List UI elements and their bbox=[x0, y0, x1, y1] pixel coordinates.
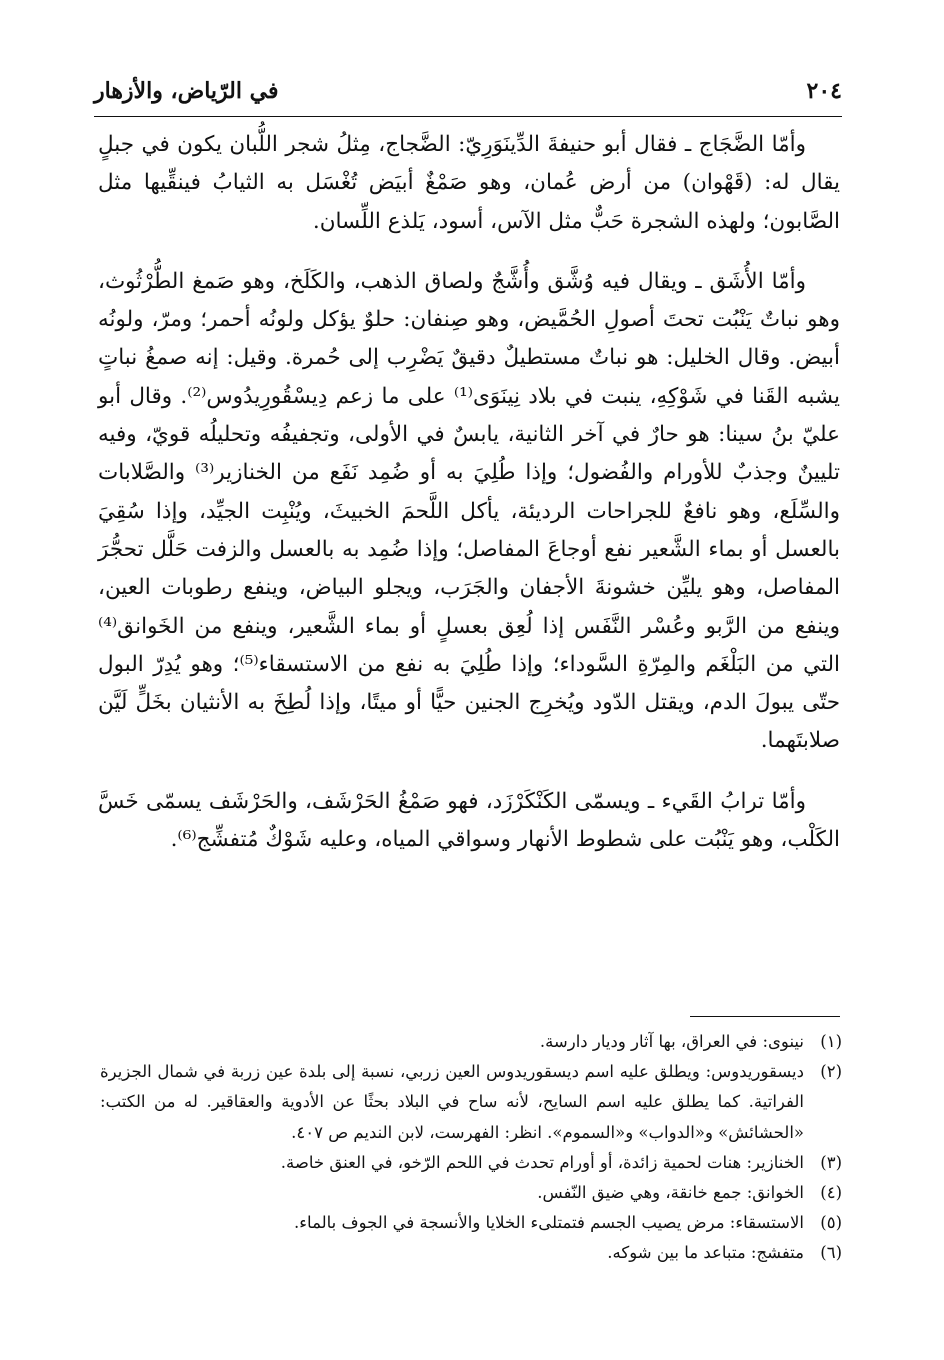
footnote-text: الخوانق: جمع خانقة، وهي ضيق النّفس. bbox=[537, 1183, 804, 1203]
footnote-5 bbox=[100, 1208, 842, 1238]
footnote-number: (٣) bbox=[820, 1152, 842, 1172]
footnote-2 bbox=[100, 1057, 842, 1148]
footnote-text: الخنازير: هنات لحمية زائدة، أو أورام تحدث في اللحم الرّخو، في العنق خاصة. bbox=[280, 1152, 804, 1172]
footnote-1 bbox=[100, 1027, 842, 1057]
footnote-number: (٤) bbox=[820, 1183, 842, 1203]
footnote-6 bbox=[100, 1238, 842, 1268]
footnote-text: ديسقوريدوس: ويطلق عليه اسم ديسقوريدوس العين زربي، نسبة إلى بلدة عين زربة في شمال الجزيرة الفراتية. كما يطلق عليه اسم السايح، لأنه ساح في البلاد بحثًا عن الأدوية والعقاقير. له من الكتب: «الحشائش» و«الدواب» و«السموم». انظر: الفهرست، لابن النديم ص ٤٠٧. bbox=[100, 1062, 804, 1142]
page-number: ٢٠٤ bbox=[806, 78, 842, 104]
footnote-number: (٦) bbox=[820, 1243, 842, 1263]
footnote-number: (١) bbox=[820, 1032, 842, 1051]
footnote-number: (٥) bbox=[820, 1213, 842, 1233]
footnote-3 bbox=[100, 1148, 842, 1178]
page-header bbox=[94, 76, 842, 117]
paragraph-ushaq: وأمّا الأُشَق ـ ويقال فيه وُشَّق وأُشَّجٌ ولصاق الذهب، والكَلَخ، وهو صَمغ الطُّرْثُوث، وهو نباتٌ يَنْبُت تحتَ أصولِ الحُمَّيض، وهو صِنفان: حلوٌ يؤكل ولونُه أحمر؛ ومرّ، ولونُه أبيض. وقال الخليل: هو نباتٌ مستطيلٌ دقيقٌ يَضْرِب إلى حُمرة. وقيل: إنه صمغُ نباتٍ يشبه القَنا في شَوْكِهِ، ينبت في بلاد نِينَوَى⁽¹⁾ على ما زعم دِيسْقُورِيدُوس⁽²⁾. وقال أبو عليّ بنُ سينا: هو حارٌ في آخر الثانية، يابسٌ في الأولى، وتجفيفُه وتحليلُه قويّ، وفيه تليينٌ وجذبٌ للأورام والفُضول؛ وإذا طُلِيَ به أو ضُمِد نَفَع من الخنازير⁽³⁾ والصَّلابات والسِّلَع، وهو نافعٌ للجراحات الرديئة، يأكل اللَّحمَ الخبيثَ، ويُنْبِت الجيِّد، وإذا سُقِيَ بالعسل أو بماء الشَّعير نفع أوجاعَ المفاصل؛ وإذا ضُمِد به بالعسل والزفت حَلَّل تحجُّرَ المفاصل، وهو يليِّن خشونةَ الأجفان والجَرَب، ويجلو البياض، وينفع رطوبات العين، وينفع من الرَّبو وعُسْر النَّفَس إذا لُعِق بعسلٍ أو بماء الشَّعير، وينفع من الخَوانق⁽⁴⁾ التي من البَلْغَم والمِرّةِ السَّوداء؛ وإذا طُلِيَ به نفع من الاستسقاء⁽⁵⁾؛ وهو يُدِرّ البول حتّى يبولَ الدم، ويقتل الدّود ويُخرِج الجنين حيًّا أو ميتًا، وإذا لُطِخَ به الأنثيان بخَلٍّ لَيَّن صلابتَهما. bbox=[98, 268, 841, 754]
footnote-4 bbox=[100, 1178, 842, 1208]
footnotes bbox=[100, 1027, 842, 1269]
footnote-text: نينوى: في العراق، بها آثار وديار دارسة. bbox=[539, 1032, 804, 1051]
footnote-text: متفشج: متباعد ما بين شوكه. bbox=[607, 1243, 804, 1263]
paragraph-turab-alqay: وأمّا ترابُ القَيء ـ ويسمّى الكَنْكَرْزَد، فهو صَمْغُ الحَرْشَف، والحَرْشَف يسمّى خَسَّ الكَلْب، وهو يَنْبُت على شطوط الأنهار وسواقي المياه، وعليه شَوْكٌ مُتفشِّج⁽⁶⁾. bbox=[98, 788, 840, 853]
footnote-text: الاستسقاء: مرض يصيب الجسم فتمتلىء الخلايا والأنسجة في الجوف بالماء. bbox=[294, 1213, 804, 1233]
paragraph-dajaj: وأمّا الضَّجَاج ـ فقال أبو حنيفةَ الدِّينَوَرِيّ: الضَّجاج، مِثلُ شجر اللُّبان يكون في جبلٍ يقال له: (قَهْوان) من أرض عُمان، وهو صَمْغٌ أبيَض تُغْسَل به الثيابُ فينقِّيها مثل الصَّابون؛ ولهذه الشجرة حَبٌّ مثل الآس، أسود، يَلذع اللِّسان. bbox=[98, 132, 840, 234]
footnote-divider bbox=[690, 1016, 840, 1017]
main-text bbox=[98, 126, 840, 881]
footnote-number: (٢) bbox=[820, 1062, 842, 1082]
running-title: في الرّياض، والأزهار bbox=[94, 78, 279, 104]
